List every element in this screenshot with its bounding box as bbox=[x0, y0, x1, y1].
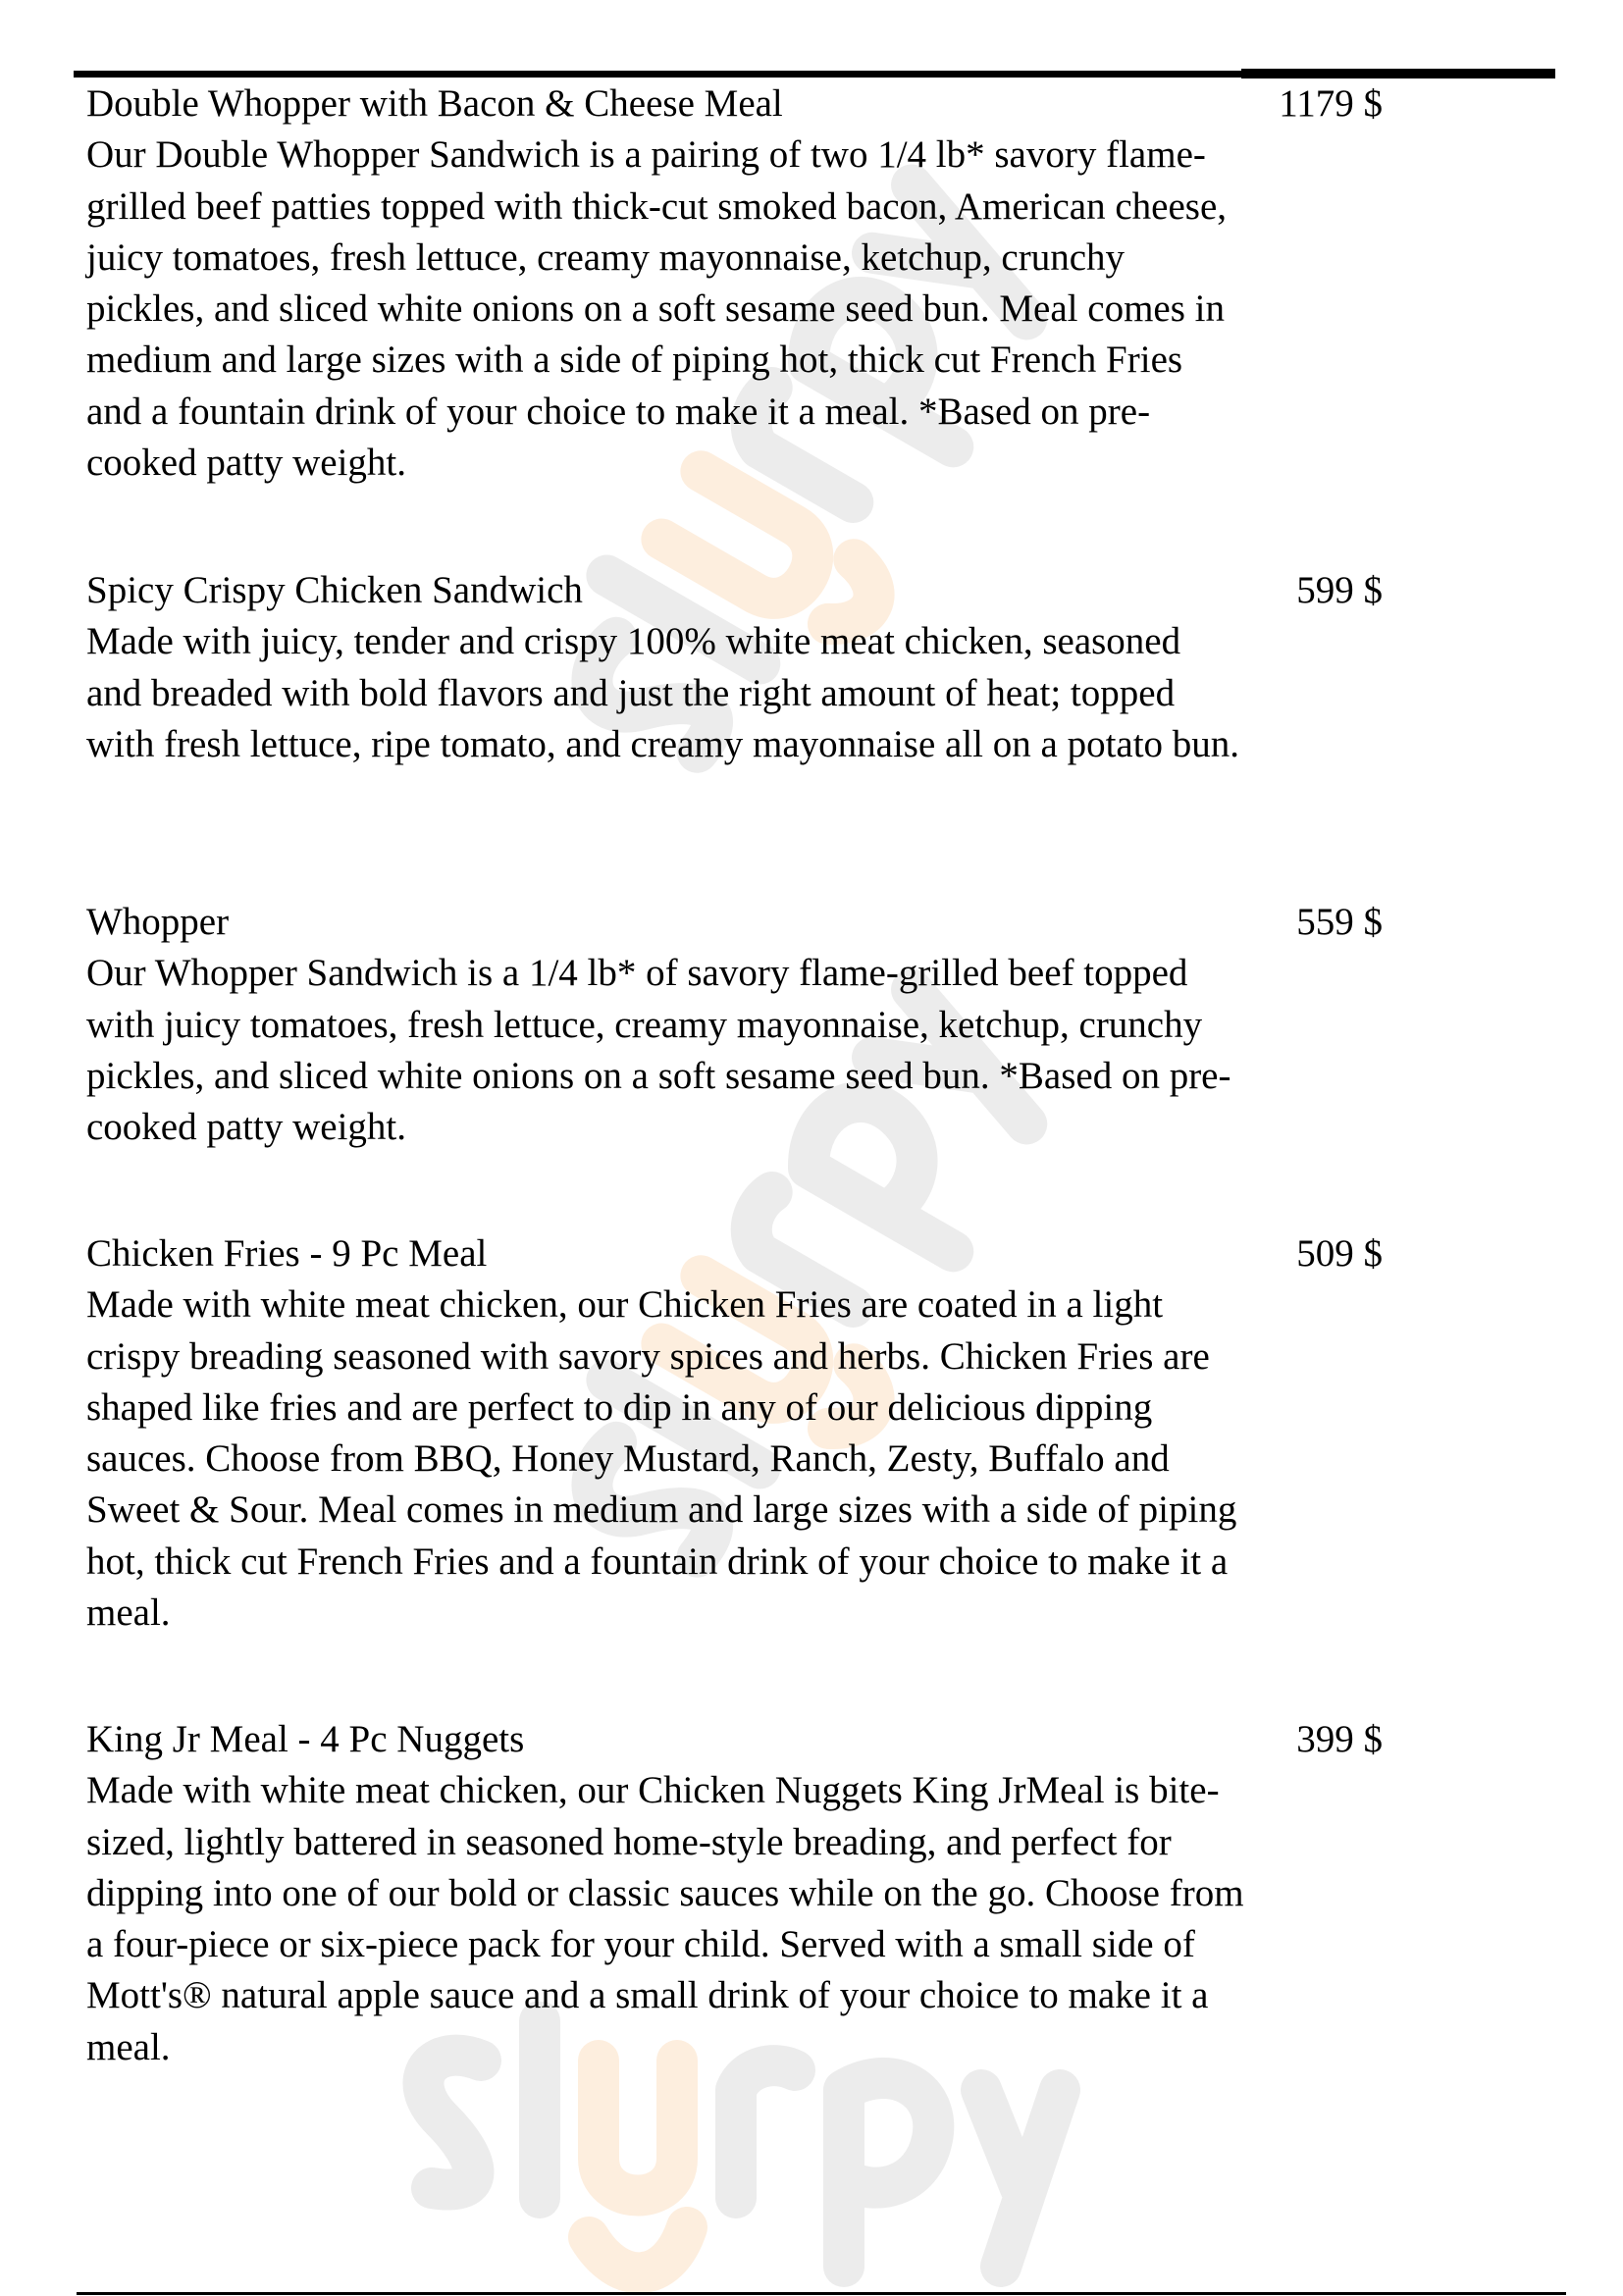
item-description: Made with white meat chicken, our Chicken Fries are coated in a light crispy breading seasoned with savory spices and herbs. Chicken Fries are shaped like fries and are perfect to dip in any of our delicious dipping sauces. Choose from BBQ, Honey Mustard, Ranch, Zesty, Buffalo and Sweet & Sour. Meal comes in medium and large sizes with a side of piping hot, thick cut French Fries and a fountain drink of your choice to make it a meal. bbox=[86, 1283, 1237, 1635]
item-price: 509 $ bbox=[1296, 1232, 1383, 1275]
top-rule bbox=[74, 71, 1246, 78]
item-price: 559 $ bbox=[1296, 901, 1383, 943]
top-rule bbox=[1241, 69, 1555, 78]
item-description: Made with white meat chicken, our Chicken Nuggets King JrMeal is bite-sized, lightly battered in seasoned home-style breading, and perfect for dipping into one of our bold or classic sauces while on the go. Choose from a four-piece or six-piece pack for your child. Served with a small side of Mott's® natural apple sauce and a small drink of your choice to make it a meal. bbox=[86, 1769, 1244, 2068]
item-price: 399 $ bbox=[1296, 1718, 1383, 1760]
item-description: Our Double Whopper Sandwich is a pairing of two 1/4 lb* savory flame-grilled beef patties topped with thick-cut smoked bacon, American cheese, juicy tomatoes, fresh lettuce, creamy mayonnaise, ketchup, crunchy pickles, and sliced white onions on a soft sesame seed bun. Meal comes in medium and large sizes with a side of piping hot, thick cut French Fries and a fountain drink of your choice to make it a meal. *Based on pre-cooked patty weight. bbox=[86, 133, 1228, 485]
item-description: Our Whopper Sandwich is a 1/4 lb* of savory flame-grilled beef topped with juicy tomatoes, fresh lettuce, creamy mayonnaise, ketchup, crunchy pickles, and sliced white onions on a soft sesame seed bun. *Based on pre-cooked patty weight. bbox=[86, 952, 1231, 1149]
item-price: 1179 $ bbox=[1279, 82, 1383, 125]
menu-item bbox=[86, 565, 1244, 770]
menu-item bbox=[86, 897, 1244, 1153]
menu-item bbox=[86, 1714, 1244, 2073]
menu-item bbox=[86, 78, 1244, 489]
item-price: 599 $ bbox=[1296, 569, 1383, 611]
item-name: Chicken Fries - 9 Pc Meal bbox=[86, 1232, 488, 1275]
item-name: Whopper bbox=[86, 901, 230, 943]
item-description: Made with juicy, tender and crispy 100% white meat chicken, seasoned and breaded with bold flavors and just the right amount of heat; topped with fresh lettuce, ripe tomato, and creamy mayonnaise all on a potato bun. bbox=[86, 620, 1240, 765]
menu-item bbox=[86, 1228, 1244, 1639]
item-name: Spicy Crispy Chicken Sandwich bbox=[86, 569, 583, 611]
item-name: Double Whopper with Bacon & Cheese Meal bbox=[86, 82, 783, 125]
item-name: King Jr Meal - 4 Pc Nuggets bbox=[86, 1718, 525, 1760]
